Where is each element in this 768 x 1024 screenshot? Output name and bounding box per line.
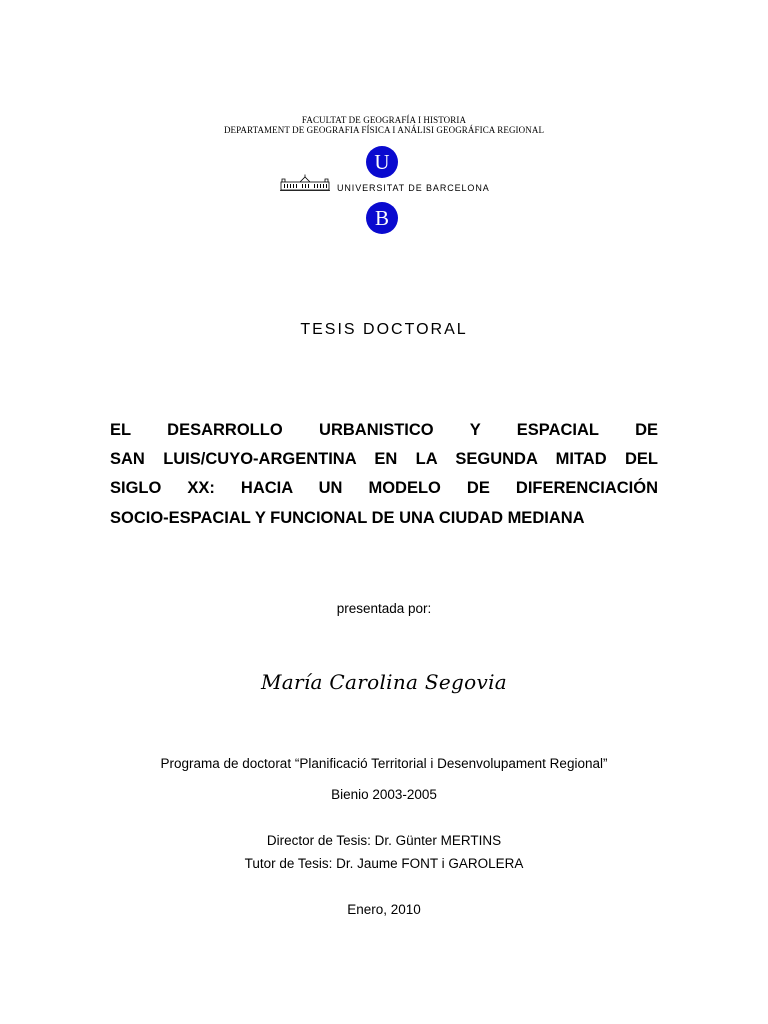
author-name: María Carolina Segovia (260, 670, 508, 694)
program-period: Bienio 2003-2005 (331, 787, 437, 802)
department-name: DEPARTAMENT DE GEOGRAFIA FÍSICA I ANÁLISI GEOGRÁFICA REGIONAL (223, 125, 545, 135)
logo-b-circle: B (366, 202, 398, 234)
title-line-4: SOCIO-ESPACIAL Y FUNCIONAL DE UNA CIUDAD MEDIANA (110, 509, 585, 527)
title-line-2: SAN LUIS/CUYO-ARGENTINA EN LA SEGUNDA MITAD DEL (110, 450, 658, 468)
document-type: TESIS DOCTORAL (300, 321, 468, 338)
logo-u-circle: U (366, 146, 398, 178)
doctoral-program: Programa de doctorat “Planificació Territorial i Desenvolupament Regional” (160, 756, 608, 771)
title-line-1: EL DESARROLLO URBANISTICO Y ESPACIAL DE (110, 421, 658, 439)
thesis-tutor: Tutor de Tesis: Dr. Jaume FONT i GAROLERA (244, 856, 524, 871)
presented-by-label: presentada por: (336, 601, 432, 616)
thesis-director: Director de Tesis: Dr. Günter MERTINS (266, 833, 502, 848)
university-building-icon (280, 174, 330, 192)
university-name: UNIVERSITAT DE BARCELONA (337, 183, 490, 193)
faculty-name: FACULTAT DE GEOGRAFÍA I HISTORIA (301, 115, 467, 125)
thesis-date: Enero, 2010 (347, 902, 421, 917)
title-line-3: SIGLO XX: HACIA UN MODELO DE DIFERENCIACIÓN (110, 479, 658, 497)
